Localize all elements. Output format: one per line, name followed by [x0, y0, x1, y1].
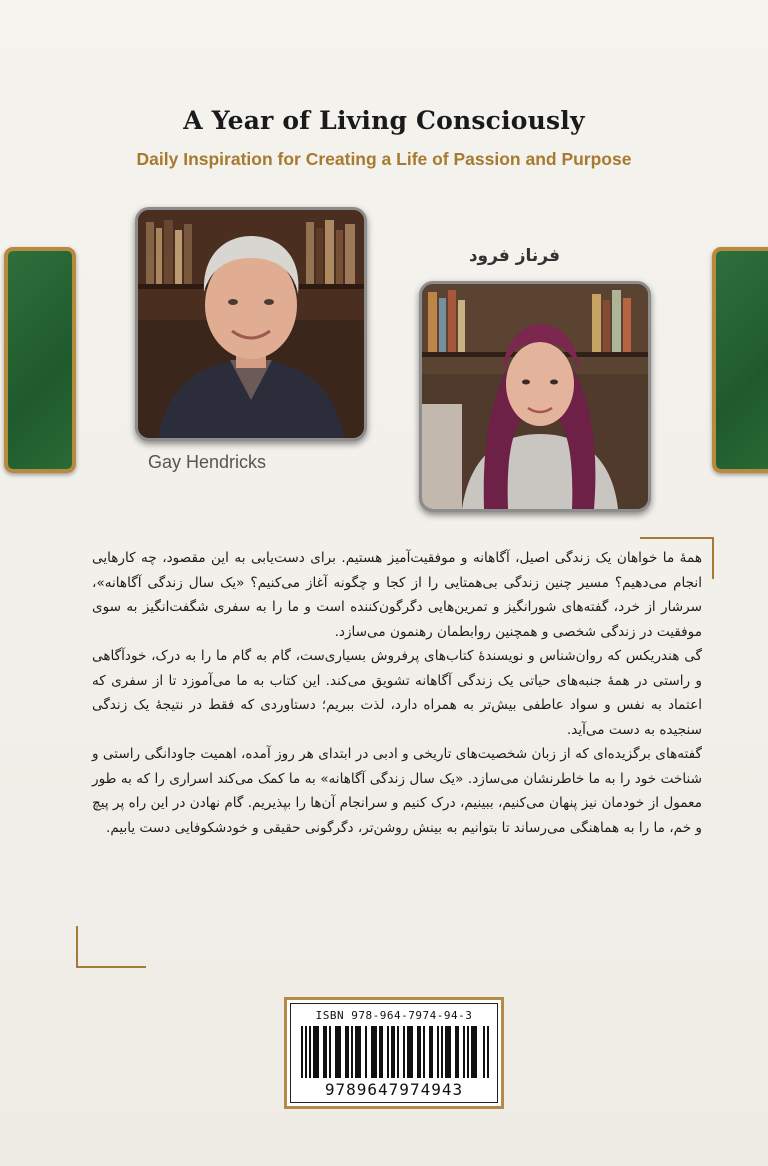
barcode-bars [301, 1026, 489, 1078]
barcode-bar [463, 1026, 465, 1078]
barcode-bar [355, 1026, 361, 1078]
translator-photo [419, 281, 651, 512]
barcode-bar [301, 1026, 303, 1078]
author-photo [135, 207, 367, 441]
barcode-bar [417, 1026, 421, 1078]
barcode-bar [305, 1026, 307, 1078]
barcode-bar [329, 1026, 331, 1078]
barcode-bar [335, 1026, 341, 1078]
isbn-barcode [284, 997, 504, 1109]
barcode-bar [365, 1026, 367, 1078]
barcode-bar [441, 1026, 443, 1078]
isbn-label: ISBN 978-964-7974-94-3 [315, 1009, 473, 1022]
author-name: Gay Hendricks [148, 452, 267, 472]
barcode-bar [407, 1026, 413, 1078]
barcode-bar [471, 1026, 477, 1078]
description-paragraph-3: گفته‌های برگزیده‌ای که از زبان شخصیت‌های تاریخی و ادبی در ابتدای هر روز آمده، اهمیت جاودانگی راستی و شناخت خود را به ما خاطرنشان می‌سازد. «یک سال زندگی آگاهانه» به ما کمک می‌کند اسراری را که به طور معمول از خودمان نیز پنهان می‌کنیم، ببینیم، درک کنیم و سرانجام آن‌ها را بپذیریم. گام نهادن در این راه پر پیچ و خم، ما را به هماهنگی می‌رساند تا بتوانیم به بینش روشن‌تر، دگرگونی حقیقی و خودشکوفایی دست یابیم. [92, 746, 702, 836]
translator-name: فرناز فرود [468, 246, 560, 266]
barcode-bar [423, 1026, 425, 1078]
barcode-bar [467, 1026, 469, 1078]
barcode-bar [313, 1026, 319, 1078]
barcode-bar [437, 1026, 439, 1078]
barcode-bar [309, 1026, 311, 1078]
author-portrait-illustration [138, 210, 364, 438]
decorative-corner-bottom [76, 926, 146, 968]
barcode-bar [387, 1026, 389, 1078]
barcode-bar [371, 1026, 377, 1078]
book-subtitle: Daily Inspiration for Creating a Life of Passion and Purpose [136, 149, 632, 169]
barcode-bar [397, 1026, 399, 1078]
left-decorative-panel [4, 247, 76, 473]
barcode-bar [483, 1026, 485, 1078]
barcode-bar [429, 1026, 433, 1078]
description-paragraph-1: همهٔ ما خواهان یک زندگی اصیل، آگاهانه و موفقیت‌آمیز هستیم. برای دست‌یابی به این مقصود، چه کارهایی انجام می‌دهیم؟ مسیر چنین زندگی بی‌همتایی را از کجا و چگونه آغاز می‌کنیم؟ «یک سال زندگی آگاهانه»، سرشار از خرد، گفته‌های شورانگیز و تمرین‌هایی دگرگون‌کننده است و ما را به سفری شگفت‌انگیز به سوی موفقیت در زندگی شخصی و همچنین روابطمان رهنمون می‌سازد. [92, 550, 702, 640]
barcode-bar [403, 1026, 405, 1078]
barcode-bar [455, 1026, 459, 1078]
translator-portrait-illustration [422, 284, 648, 509]
barcode-digits: 9789647974943 [324, 1080, 464, 1099]
book-title: A Year of Living Consciously [183, 106, 585, 135]
barcode-bar [391, 1026, 395, 1078]
right-decorative-panel [712, 247, 768, 473]
description-paragraph-2: گی هندریکس که روان‌شناس و نویسندهٔ کتاب‌های پرفروش بسیاری‌ست، گام به گام ما را به درک، خودآگاهی و راستی در همهٔ جنبه‌های حیاتی یک زندگی آگاهانه تشویق می‌کند. این کتاب به ما می‌آموزد تا از سفری که اعتماد به نفس و سواد عاطفی بیش‌تر به همراه دارد، لذت ببریم؛ دستاوردی که فقط در نتیجهٔ یک زندگی سنجیده به دست می‌آید. [92, 648, 702, 738]
book-description [92, 546, 702, 840]
barcode-bar [345, 1026, 349, 1078]
barcode-bar [445, 1026, 451, 1078]
barcode-bar [487, 1026, 489, 1078]
barcode-bar [323, 1026, 327, 1078]
barcode-bar [379, 1026, 383, 1078]
barcode-bar [351, 1026, 353, 1078]
